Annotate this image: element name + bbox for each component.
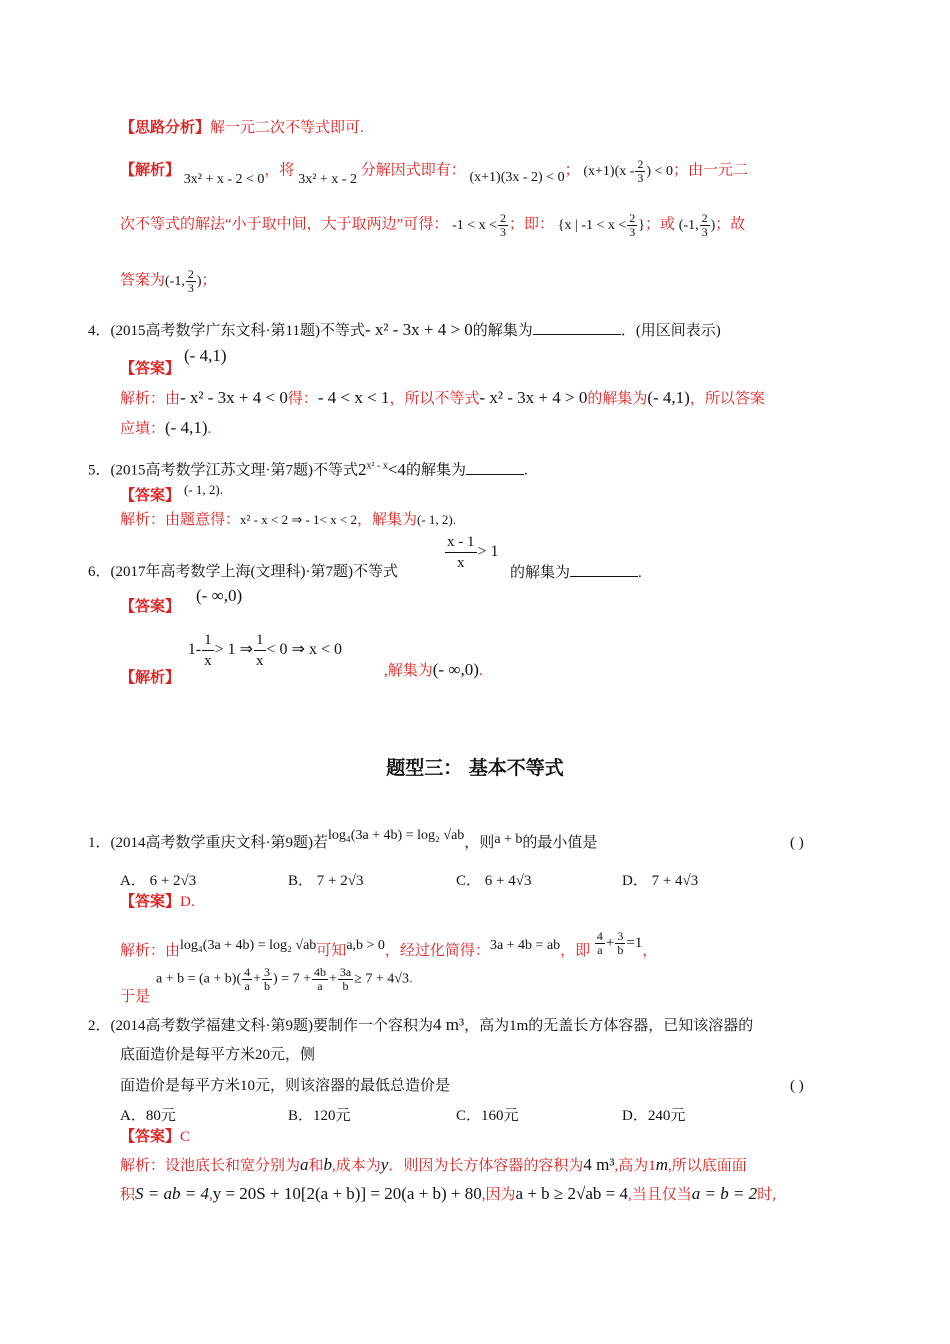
answer-line bbox=[120, 346, 227, 377]
analysis-line bbox=[120, 118, 364, 138]
answer-value: (- 4,1) bbox=[165, 418, 208, 437]
polynomial-expr: 3x² + x - 2 bbox=[298, 171, 357, 187]
fraction-inequality: $\frac{x - 1}{x}$ > 1 bbox=[447, 534, 499, 571]
solution-tag: 【解析】 bbox=[120, 162, 181, 179]
inequality-expr: - x² - 3x + 4 > 0 bbox=[479, 388, 588, 407]
option-a[interactable]: A． 6 + 2√3 bbox=[120, 873, 197, 889]
derivation-expr: a + b = (a + b)( $\frac{4}{a}$ + $\frac{3}{b}$ ) = 7 + $\frac{4b}{a}$ + $\frac{3a}{b}$ ≥ 7 + 4√3. bbox=[156, 965, 413, 993]
answer-value: D. bbox=[180, 894, 195, 910]
question-number: 2． bbox=[88, 1018, 111, 1034]
solution-line-3 bbox=[120, 268, 217, 295]
interval-expr: -1 < x < $\frac{2}{3}$ bbox=[452, 211, 507, 239]
answer-tag: 【答案】 bbox=[120, 1129, 181, 1145]
answer-value: (- ∞,0) bbox=[196, 586, 243, 605]
answer-line bbox=[120, 892, 195, 912]
solution-text: ； bbox=[201, 272, 217, 289]
solution-line bbox=[120, 630, 342, 687]
solution-line: 解析：设池底长和宽分别为a和b,成本为y．则因为长方体容器的容积为4 m³,高为1m,所以底面面 bbox=[120, 1155, 747, 1174]
question-5 bbox=[88, 456, 528, 481]
solution-line: 积S = ab = 4,y = 20S + 10[2(a + b)] = 20(a + b) + 80,因为a + b ≥ 2√ab = 4,当且仅当a = b = 2时, bbox=[120, 1184, 776, 1203]
log-expr: log₄(3a + 4b) = log₂ √ab bbox=[328, 828, 465, 843]
question-text: 的解集为 bbox=[472, 323, 533, 339]
question-source: (2014高考数学重庆文科·第9题)若 bbox=[110, 835, 329, 851]
question-b1: 1．(2014高考数学重庆文科·第9题)若log₄(3a + 4b) = log₂ √ab，则a + b的最小值是 bbox=[88, 828, 598, 851]
question-text: 底面造价是每平方米20元，侧 bbox=[120, 1047, 316, 1063]
question-text-line: 的解集为 . bbox=[510, 562, 642, 583]
solution-line-2 bbox=[120, 212, 745, 239]
answer-line bbox=[120, 480, 224, 504]
option-c[interactable]: C．160元 bbox=[456, 1108, 519, 1124]
factored-expr-2: (x+1)(x - $\frac{2}{3}$ ) < 0 bbox=[583, 157, 673, 185]
inequality-expr: - x² - 3x + 4 > 0 bbox=[364, 320, 473, 339]
option-d[interactable]: D． 7 + 4√3 bbox=[622, 873, 699, 889]
final-interval: (-1, $\frac{2}{3}$ ) bbox=[165, 267, 202, 295]
question-source: (2015高考数学广东文科·第11题)不等式 bbox=[110, 323, 365, 339]
question-b2: 2．(2014高考数学福建文科·第9题)要制作一个容积为4 m³，高为1m的无盖长方体容器，已知该溶器的 bbox=[88, 1015, 754, 1034]
solution-line: 于是 bbox=[120, 989, 151, 1005]
solution-line-1 bbox=[120, 158, 748, 185]
answer-value: (- 4,1) bbox=[184, 346, 227, 365]
solution-text: ；故 bbox=[715, 216, 746, 233]
solution-text: ； bbox=[564, 162, 580, 179]
choice-paren: ( ) bbox=[790, 835, 804, 851]
answer-tag: 【答案】 bbox=[120, 488, 181, 504]
option-b[interactable]: B． 7 + 2√3 bbox=[288, 873, 364, 889]
solution-text: ；即： bbox=[509, 216, 555, 233]
factored-expr: (x+1)(3x - 2) < 0 bbox=[469, 169, 565, 185]
question-number: 5． bbox=[88, 462, 111, 479]
question-source: (2014高考数学福建文科·第9题)要制作一个容积为 bbox=[110, 1018, 434, 1034]
option-a[interactable]: A．80元 bbox=[120, 1108, 176, 1124]
question-text: . bbox=[523, 462, 528, 479]
inequality-expr: - x² - 3x + 4 < 0 bbox=[180, 388, 288, 407]
answer-value: (- ∞,0) bbox=[432, 660, 479, 679]
option-c[interactable]: C． 6 + 4√3 bbox=[456, 873, 532, 889]
answer-blank[interactable] bbox=[466, 460, 524, 475]
question-number: 6． bbox=[88, 564, 111, 580]
solution-text: 次不等式的解法“小于取中间，大于取两边”可得： bbox=[120, 216, 449, 233]
analysis-text: 解一元二次不等式即可. bbox=[210, 120, 364, 136]
answer-value: (- 1, 2). bbox=[416, 512, 456, 527]
sum-expr: a + b bbox=[494, 832, 523, 847]
answer-line bbox=[120, 1127, 190, 1147]
question-source: (2017年高考数学上海(文理科)·第7题)不等式 bbox=[110, 564, 398, 580]
question-source: (2015高考数学江苏文理·第7题)不等式 bbox=[110, 462, 359, 479]
question-6 bbox=[88, 562, 398, 582]
solution-text: 答案为 bbox=[120, 272, 166, 289]
option-d[interactable]: D．240元 bbox=[622, 1108, 686, 1124]
solution-line: 解析：由题意得：x² - x < 2 ⇒ - 1< x < 2，解集为(- 1, 2). bbox=[120, 512, 456, 528]
answer-value: (- 4,1) bbox=[647, 388, 690, 407]
inequality-expr: 3x² + x - 2 < 0 bbox=[183, 171, 265, 187]
answer-value: C bbox=[180, 1129, 191, 1145]
positivity-expr: a,b > 0 bbox=[346, 937, 385, 953]
volume-expr: 4 m³ bbox=[433, 1015, 465, 1034]
exponential-expr: $2^{x^2 - x}<4$ bbox=[358, 459, 406, 479]
interval-expr: - 4 < x < 1 bbox=[317, 388, 390, 407]
reciprocal-sum: $\frac{4}{a}$ + $\frac{3}{b}$ =1 bbox=[596, 929, 643, 957]
set-expr: {x | -1 < x < $\frac{2}{3}$ } bbox=[557, 211, 646, 239]
log-expr: log₄(3a + 4b) = log₂ √ab bbox=[180, 937, 317, 953]
question-number: 1． bbox=[88, 835, 111, 851]
question-4 bbox=[88, 320, 721, 341]
question-number: 4． bbox=[88, 323, 111, 339]
solution-text: ，将 bbox=[264, 162, 295, 179]
analysis-tag: 【思路分析】 bbox=[120, 120, 211, 136]
solution-line: 解析：由- x² - 3x + 4 < 0得：- 4 < x < 1，所以不等式- x² - 3x + 4 > 0的解集为(- 4,1)，所以答案 bbox=[120, 388, 765, 407]
solution-line: 解析：由log₄(3a + 4b) = log₂ √ab可知a,b > 0，经过化简得：3a + 4b = ab，即 $\frac{4}{a}$ + $\frac{3}{b}$ =1， bbox=[120, 929, 658, 959]
answer-tag: 【答案】 bbox=[120, 599, 181, 615]
answer-blank[interactable] bbox=[570, 562, 638, 577]
solution-text: ；或 bbox=[645, 216, 676, 233]
solution-text: 分解因式即有： bbox=[360, 162, 466, 179]
interval-answer: (-1, $\frac{2}{3}$ ) bbox=[678, 211, 716, 239]
answer-line bbox=[120, 586, 243, 615]
solution-line: ,解集为(- ∞,0). bbox=[384, 660, 483, 679]
simplified-expr: 3a + 4b = ab bbox=[489, 937, 561, 953]
question-text: ．(用区间表示) bbox=[620, 323, 721, 339]
solution-expr: x² - x < 2 ⇒ - 1< x < 2 bbox=[240, 512, 357, 527]
solution-tag: 【解析】 bbox=[120, 670, 181, 687]
answer-blank[interactable] bbox=[533, 320, 621, 335]
question-text: 面造价是每平方米10元，则该溶器的最低总造价是 bbox=[120, 1078, 451, 1094]
choice-paren: ( ) bbox=[790, 1078, 804, 1094]
solution-line: 应填：(- 4,1). bbox=[120, 418, 212, 437]
section-title: 题型三： 基本不等式 bbox=[386, 757, 564, 779]
solution-text: ；由一元二 bbox=[672, 162, 748, 179]
answer-tag: 【答案】 bbox=[120, 361, 181, 377]
answer-tag: 【答案】 bbox=[120, 894, 181, 910]
solution-expr: 1- $\frac{1}{x}$ > 1 ⇒ $\frac{1}{x}$ < 0 ⇒ x < 0 bbox=[187, 632, 342, 669]
option-b[interactable]: B．120元 bbox=[288, 1108, 351, 1124]
answer-value: (- 1, 2). bbox=[184, 482, 224, 497]
question-text: 的解集为 bbox=[405, 462, 466, 479]
